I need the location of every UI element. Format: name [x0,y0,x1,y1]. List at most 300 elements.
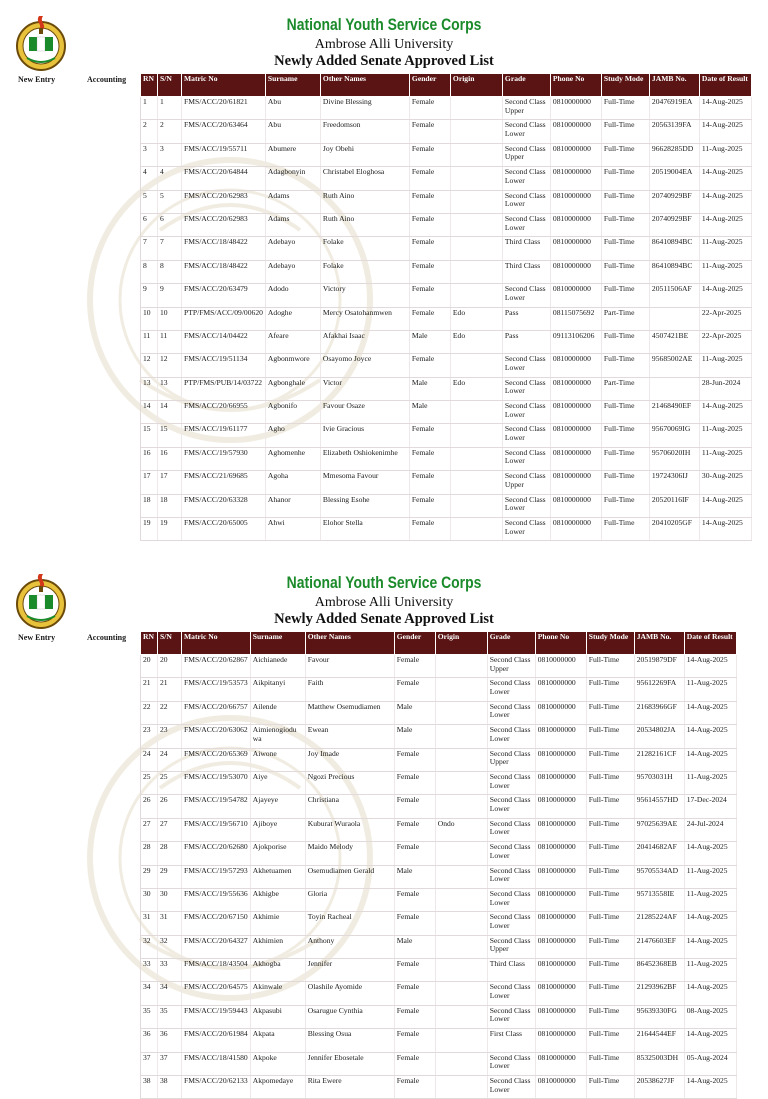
cell-study-mode: Full-Time [601,330,649,353]
cell-phone-no: 0810000000 [550,518,601,541]
cell-origin [450,471,502,494]
cell-grade: Second Class Lower [502,190,550,213]
cell-matric-no: FMS/ACC/18/48422 [182,260,266,283]
cell-origin [435,725,487,748]
cell-gender: Female [409,97,450,120]
cell-other-names: Joy Imade [305,748,394,771]
cell-date-of-result: 11-Aug-2025 [684,888,736,911]
cell-origin [450,143,502,166]
cell-date-of-result: 11-Aug-2025 [699,237,751,260]
cell-gender: Female [394,655,435,678]
cell-matric-no: FMS/ACC/19/51134 [182,354,266,377]
cell-rn: 33 [141,959,158,982]
table-row [141,725,737,748]
cell-origin [450,401,502,424]
cell-grade: Second Class Lower [502,167,550,190]
column-header-other-names: Other Names [320,74,409,97]
cell-other-names: Ruth Aino [320,213,409,236]
cell-origin [435,959,487,982]
cell-phone-no: 0810000000 [535,1029,586,1052]
cell-rn: 37 [141,1052,158,1075]
column-header-rn: RN [141,74,158,97]
cell-sn: 30 [158,888,182,911]
cell-grade: Second Class Lower [487,1052,535,1075]
cell-date-of-result: 14-Aug-2025 [699,190,751,213]
cell-grade: Second Class Lower [487,982,535,1005]
table-row [141,655,737,678]
cell-gender: Female [394,1076,435,1099]
cell-date-of-result: 14-Aug-2025 [684,701,736,724]
cell-phone-no: 0810000000 [550,260,601,283]
cell-phone-no: 0810000000 [550,167,601,190]
column-header-grade: Grade [502,74,550,97]
cell-other-names: Joy Obehi [320,143,409,166]
cell-study-mode: Full-Time [586,1005,634,1028]
cell-jamb-no: 95614557HD [634,795,684,818]
cell-matric-no: FMS/ACC/20/66955 [182,401,266,424]
cell-jamb-no: 21285224AF [634,912,684,935]
cell-rn: 38 [141,1076,158,1099]
cell-surname: Adams [265,190,320,213]
cell-other-names: Rita Ewere [305,1076,394,1099]
cell-phone-no: 0810000000 [550,190,601,213]
cell-matric-no: FMS/ACC/20/62867 [182,655,251,678]
cell-matric-no: FMS/ACC/20/66757 [182,701,251,724]
cell-study-mode: Full-Time [586,701,634,724]
cell-gender: Female [409,471,450,494]
cell-grade: Third Class [502,237,550,260]
cell-jamb-no: 19724306IJ [649,471,699,494]
cell-rn: 30 [141,888,158,911]
table-row [141,1029,737,1052]
cell-sn: 4 [158,167,182,190]
cell-origin [450,424,502,447]
cell-jamb-no: 95706020IH [649,447,699,470]
cell-rn: 1 [141,97,158,120]
column-header-phone-no: Phone No [535,632,586,655]
cell-date-of-result: 22-Apr-2025 [699,307,751,330]
cell-jamb-no [649,307,699,330]
cell-grade: Second Class Upper [502,471,550,494]
cell-grade: Second Class Lower [502,120,550,143]
cell-origin: Ondo [435,818,487,841]
cell-matric-no: FMS/ACC/19/53070 [182,771,251,794]
cell-phone-no: 08115075692 [550,307,601,330]
cell-grade: Pass [502,330,550,353]
cell-phone-no: 0810000000 [535,678,586,701]
cell-date-of-result: 14-Aug-2025 [699,518,751,541]
cell-gender: Female [394,748,435,771]
cell-study-mode: Full-Time [601,237,649,260]
table-row [141,330,752,353]
cell-jamb-no: 20563139FA [649,120,699,143]
cell-matric-no: FMS/ACC/19/55711 [182,143,266,166]
cell-study-mode: Full-Time [586,982,634,1005]
cell-study-mode: Full-Time [586,725,634,748]
cell-surname: Ajokporise [250,842,305,865]
cell-origin [450,260,502,283]
cell-rn: 6 [141,213,158,236]
cell-origin [435,888,487,911]
cell-study-mode: Full-Time [601,518,649,541]
cell-phone-no: 0810000000 [550,213,601,236]
cell-jamb-no: 86452368EB [634,959,684,982]
cell-sn: 26 [158,795,182,818]
cell-phone-no: 0810000000 [535,771,586,794]
cell-surname: Adams [265,213,320,236]
column-header-study-mode: Study Mode [601,74,649,97]
cell-jamb-no: 20511506AF [649,284,699,307]
cell-other-names: Kuburat Wuraola [305,818,394,841]
cell-phone-no: 0810000000 [535,888,586,911]
cell-other-names: Ewean [305,725,394,748]
cell-rn: 19 [141,518,158,541]
cell-study-mode: Full-Time [601,120,649,143]
cell-sn: 15 [158,424,182,447]
cell-origin [450,354,502,377]
table-row [141,1076,737,1099]
cell-date-of-result: 11-Aug-2025 [699,447,751,470]
table-row [141,284,752,307]
cell-other-names: Favour [305,655,394,678]
cell-date-of-result: 11-Aug-2025 [684,678,736,701]
cell-grade: Second Class Lower [502,424,550,447]
cell-gender: Male [409,330,450,353]
cell-sn: 10 [158,307,182,330]
cell-surname: Abu [265,97,320,120]
cell-jamb-no: 96628285DD [649,143,699,166]
cell-date-of-result: 11-Aug-2025 [699,424,751,447]
cell-matric-no: FMS/ACC/20/67150 [182,912,251,935]
cell-jamb-no: 86410894BC [649,237,699,260]
table-row [141,1052,737,1075]
cell-surname: Ailende [250,701,305,724]
cell-date-of-result: 14-Aug-2025 [699,97,751,120]
cell-study-mode: Part-Time [601,307,649,330]
cell-origin [450,447,502,470]
cell-other-names: Jennifer Ebosetale [305,1052,394,1075]
cell-matric-no: FMS/ACC/20/64327 [182,935,251,958]
table-row [141,471,752,494]
cell-jamb-no: 21282161CF [634,748,684,771]
column-header-jamb-no: JAMB No. [649,74,699,97]
cell-origin [435,865,487,888]
cell-date-of-result: 14-Aug-2025 [684,982,736,1005]
cell-other-names: Ngozi Precious [305,771,394,794]
cell-jamb-no: 21468490EF [649,401,699,424]
cell-rn: 27 [141,818,158,841]
cell-grade: Third Class [487,959,535,982]
cell-rn: 25 [141,771,158,794]
cell-origin [435,1029,487,1052]
cell-study-mode: Full-Time [586,842,634,865]
new-entry-label: New Entry [18,75,56,84]
cell-sn: 13 [158,377,182,400]
cell-surname: Akhogba [250,959,305,982]
cell-grade: Second Class Lower [502,401,550,424]
cell-study-mode: Full-Time [586,771,634,794]
cell-gender: Female [394,912,435,935]
column-header-sn: S/N [158,74,182,97]
table-row [141,307,752,330]
cell-rn: 2 [141,120,158,143]
cell-gender: Male [394,701,435,724]
cell-phone-no: 0810000000 [550,354,601,377]
table-row [141,401,752,424]
cell-jamb-no: 20414682AF [634,842,684,865]
cell-gender: Female [394,982,435,1005]
table-row [141,842,737,865]
cell-study-mode: Full-Time [601,167,649,190]
cell-gender: Female [409,284,450,307]
cell-phone-no: 0810000000 [535,795,586,818]
cell-sn: 21 [158,678,182,701]
cell-rn: 8 [141,260,158,283]
cell-date-of-result: 11-Aug-2025 [684,959,736,982]
cell-sn: 18 [158,494,182,517]
cell-phone-no: 0810000000 [535,865,586,888]
cell-sn: 20 [158,655,182,678]
cell-origin [450,97,502,120]
cell-sn: 19 [158,518,182,541]
cell-phone-no: 0810000000 [535,1052,586,1075]
cell-study-mode: Full-Time [601,471,649,494]
cell-phone-no: 0810000000 [535,959,586,982]
column-header-surname: Surname [250,632,305,655]
cell-sn: 35 [158,1005,182,1028]
table-row [141,748,737,771]
cell-gender: Female [394,1029,435,1052]
cell-other-names: Freedomson [320,120,409,143]
cell-phone-no: 0810000000 [550,447,601,470]
cell-sn: 27 [158,818,182,841]
table-row [141,701,737,724]
cell-matric-no: FMS/ACC/20/65005 [182,518,266,541]
cell-sn: 16 [158,447,182,470]
cell-gender: Female [409,213,450,236]
cell-grade: Second Class Lower [487,888,535,911]
cell-sn: 23 [158,725,182,748]
cell-phone-no: 0810000000 [550,494,601,517]
table-body [141,97,752,541]
cell-study-mode: Full-Time [601,284,649,307]
cell-rn: 26 [141,795,158,818]
cell-study-mode: Full-Time [601,401,649,424]
cell-phone-no: 0810000000 [535,912,586,935]
cell-date-of-result: 30-Aug-2025 [699,471,751,494]
cell-surname: Afeare [265,330,320,353]
cell-jamb-no: 95685002AE [649,354,699,377]
new-entry-label: New Entry [18,633,56,642]
cell-sn: 6 [158,213,182,236]
cell-study-mode: Full-Time [586,678,634,701]
cell-rn: 31 [141,912,158,935]
column-header-jamb-no: JAMB No. [634,632,684,655]
cell-other-names: Blessing Osua [305,1029,394,1052]
table-row [141,167,752,190]
cell-jamb-no: 20534802JA [634,725,684,748]
cell-surname: Adoghe [265,307,320,330]
cell-gender: Female [409,307,450,330]
cell-sn: 37 [158,1052,182,1075]
cell-origin [435,912,487,935]
cell-surname: Adebayo [265,260,320,283]
cell-date-of-result: 14-Aug-2025 [684,842,736,865]
table-row [141,795,737,818]
cell-study-mode: Full-Time [586,959,634,982]
cell-grade: Second Class Lower [487,678,535,701]
cell-surname: Adodo [265,284,320,307]
cell-other-names: Faith [305,678,394,701]
cell-rn: 3 [141,143,158,166]
cell-jamb-no: 21644544EF [634,1029,684,1052]
cell-gender: Female [409,424,450,447]
column-header-origin: Origin [435,632,487,655]
cell-phone-no: 0810000000 [535,1076,586,1099]
cell-phone-no: 0810000000 [550,424,601,447]
table-row [141,190,752,213]
cell-other-names: Jennifer [305,959,394,982]
cell-surname: Aichianede [250,655,305,678]
cell-surname: Aiwone [250,748,305,771]
cell-other-names: Christabel Eloghosa [320,167,409,190]
cell-jamb-no: 4507421BE [649,330,699,353]
cell-matric-no: FMS/ACC/19/57930 [182,447,266,470]
cell-date-of-result: 14-Aug-2025 [699,494,751,517]
cell-matric-no: FMS/ACC/20/61821 [182,97,266,120]
table-row [141,354,752,377]
cell-other-names: Afakhai Isaac [320,330,409,353]
cell-grade: Second Class Lower [502,494,550,517]
approved-list-table [140,73,752,541]
cell-jamb-no: 95703031H [634,771,684,794]
cell-surname: Agho [265,424,320,447]
table-row [141,678,737,701]
cell-jamb-no: 20476919EA [649,97,699,120]
column-header-study-mode: Study Mode [586,632,634,655]
cell-date-of-result: 14-Aug-2025 [684,935,736,958]
cell-sn: 14 [158,401,182,424]
cell-grade: Second Class Lower [487,1005,535,1028]
cell-study-mode: Full-Time [601,143,649,166]
cell-rn: 18 [141,494,158,517]
department-label: Accounting [87,75,127,84]
cell-surname: Aghomenhe [265,447,320,470]
cell-gender: Female [409,518,450,541]
cell-surname: Agbonghale [265,377,320,400]
cell-study-mode: Full-Time [586,795,634,818]
table-row [141,213,752,236]
cell-study-mode: Full-Time [586,888,634,911]
cell-origin [435,771,487,794]
cell-grade: Second Class Lower [487,818,535,841]
cell-matric-no: FMS/ACC/18/41580 [182,1052,251,1075]
cell-origin [435,842,487,865]
cell-origin [435,655,487,678]
cell-rn: 23 [141,725,158,748]
cell-jamb-no: 95713558IE [634,888,684,911]
department-label: Accounting [87,633,127,642]
cell-surname: Ahwi [265,518,320,541]
column-header-grade: Grade [487,632,535,655]
cell-sn: 3 [158,143,182,166]
cell-rn: 24 [141,748,158,771]
cell-matric-no: FMS/ACC/20/64575 [182,982,251,1005]
cell-origin [435,1005,487,1028]
cell-gender: Female [409,494,450,517]
cell-grade: Second Class Lower [502,447,550,470]
cell-matric-no: FMS/ACC/20/62680 [182,842,251,865]
cell-sn: 24 [158,748,182,771]
cell-grade: Second Class Lower [487,795,535,818]
column-header-surname: Surname [265,74,320,97]
cell-gender: Female [394,888,435,911]
cell-study-mode: Full-Time [601,424,649,447]
page-title: National Youth Service Corps [286,15,482,34]
cell-surname: Ajayeye [250,795,305,818]
cell-gender: Female [394,1005,435,1028]
cell-gender: Female [394,959,435,982]
cell-gender: Male [394,935,435,958]
cell-phone-no: 0810000000 [550,97,601,120]
cell-matric-no: PTP/FMS/ACC/09/00620 [182,307,266,330]
cell-origin [435,1052,487,1075]
cell-origin [450,518,502,541]
cell-origin [435,701,487,724]
column-header-origin: Origin [450,74,502,97]
cell-rn: 15 [141,424,158,447]
column-header-phone-no: Phone No [550,74,601,97]
cell-other-names: Toyin Racheal [305,912,394,935]
cell-date-of-result: 08-Aug-2025 [684,1005,736,1028]
cell-origin [435,982,487,1005]
cell-matric-no: FMS/ACC/19/57293 [182,865,251,888]
cell-surname: Abu [265,120,320,143]
cell-surname: Aimienogiodu wa [250,725,305,748]
cell-grade: Second Class Lower [487,701,535,724]
cell-gender: Male [409,401,450,424]
cell-matric-no: FMS/ACC/19/55636 [182,888,251,911]
cell-matric-no: FMS/ACC/20/62983 [182,190,266,213]
cell-grade: Second Class Lower [502,284,550,307]
cell-sn: 38 [158,1076,182,1099]
cell-origin [450,284,502,307]
cell-origin [450,237,502,260]
cell-matric-no: FMS/ACC/19/54782 [182,795,251,818]
cell-jamb-no: 86410894BC [649,260,699,283]
table-row [141,494,752,517]
cell-phone-no: 0810000000 [535,982,586,1005]
cell-rn: 35 [141,1005,158,1028]
cell-gender: Female [409,120,450,143]
cell-date-of-result: 05-Aug-2024 [684,1052,736,1075]
university-name: Ambrose Alli University [314,595,454,610]
cell-date-of-result: 14-Aug-2025 [699,167,751,190]
cell-other-names: Ruth Aino [320,190,409,213]
column-header-date-of-result: Date of Result [699,74,751,97]
cell-gender: Female [409,447,450,470]
cell-gender: Female [394,771,435,794]
cell-sn: 17 [158,471,182,494]
cell-date-of-result: 14-Aug-2025 [684,1076,736,1099]
cell-date-of-result: 14-Aug-2025 [699,284,751,307]
cell-origin [450,494,502,517]
cell-jamb-no: 20519004EA [649,167,699,190]
cell-sn: 7 [158,237,182,260]
cell-study-mode: Full-Time [586,1029,634,1052]
cell-rn: 20 [141,655,158,678]
cell-rn: 29 [141,865,158,888]
